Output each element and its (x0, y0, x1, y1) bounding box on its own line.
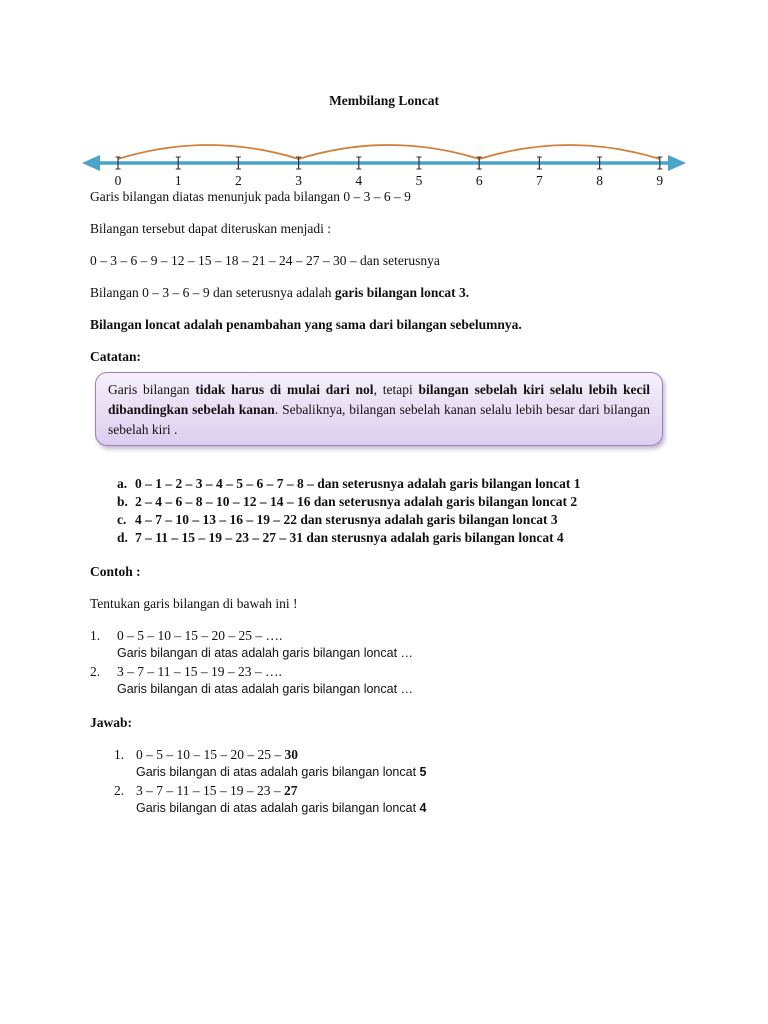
question-sequence: 0 – 5 – 10 – 15 – 20 – 25 – …. (117, 628, 283, 643)
answer-item (114, 746, 298, 763)
catatan-label: Catatan: (90, 349, 141, 364)
answer-sequence: 3 – 7 – 11 – 15 – 19 – 23 – (136, 783, 284, 798)
paragraph-5: Bilangan loncat adalah penambahan yang sama dari bilangan sebelumnya. (90, 317, 522, 332)
contoh-instruction: Tentukan garis bilangan di bawah ini ! (90, 596, 298, 611)
list-item (117, 493, 577, 511)
list-item-label: a. (117, 476, 128, 491)
left-arrow-icon (82, 155, 100, 171)
note-text-1: Garis bilangan (108, 382, 196, 397)
note-bold-1: tidak harus di mulai dari nol (195, 382, 374, 397)
contoh-label: Contoh : (90, 564, 141, 579)
list-item-text: 7 – 11 – 15 – 19 – 23 – 27 – 31 dan sterusnya adalah garis bilangan loncat 4 (135, 530, 564, 545)
answer-value: 30 (284, 747, 298, 762)
answer-number: 1. (114, 747, 125, 762)
answer-sequence: 0 – 5 – 10 – 15 – 20 – 25 – (136, 747, 285, 762)
list-item-label: d. (117, 530, 128, 545)
tick-label: 2 (235, 173, 242, 188)
paragraph-4-text: Bilangan 0 – 3 – 6 – 9 dan seterusnya adalah (90, 285, 335, 300)
question-sub: Garis bilangan di atas adalah garis bilangan loncat … (117, 682, 414, 696)
question-number: 1. (90, 628, 101, 643)
note-text-2: , tetapi (373, 382, 419, 397)
tick-label: 3 (295, 173, 302, 188)
tick-label: 6 (475, 173, 483, 188)
right-arrow-icon (668, 155, 686, 171)
note-text-3: . Sebaliknya, bilangan sebelah kanan selalu lebih besar dari bilangan sebelah kiri . (108, 402, 651, 437)
tick-label: 8 (596, 173, 603, 188)
answer-sub (136, 800, 426, 817)
paragraph-3: 0 – 3 – 6 – 9 – 12 – 15 – 18 – 21 – 24 – 27 – 30 – dan seterusnya (90, 253, 440, 268)
list-item-label: b. (117, 494, 128, 509)
tick-label: 7 (536, 173, 543, 188)
list-item (117, 529, 564, 547)
answer-item (114, 782, 298, 799)
answer-sub-value: 4 (419, 801, 427, 815)
question-sequence: 3 – 7 – 11 – 15 – 19 – 23 – …. (117, 664, 282, 679)
paragraph-1: Garis bilangan diatas menunjuk pada bilangan 0 – 3 – 6 – 9 (90, 189, 411, 204)
note-bold-2: bilangan sebelah kiri selalu lebih kecil dibandingkan sebelah kanan (108, 382, 650, 417)
question-item (90, 627, 282, 644)
question-number: 2. (90, 664, 101, 679)
list-item-text: 4 – 7 – 10 – 13 – 16 – 19 – 22 dan sterusnya adalah garis bilangan loncat 3 (135, 512, 558, 527)
number-line (80, 138, 690, 194)
tick-label: 4 (355, 173, 363, 188)
paragraph-4-bold: garis bilangan loncat 3. (334, 285, 470, 300)
tick-label: 1 (174, 173, 182, 188)
tick-label: 9 (656, 173, 664, 188)
jump-arc (479, 145, 660, 159)
list-item-text: 0 – 1 – 2 – 3 – 4 – 5 – 6 – 7 – 8 – dan seterusnya adalah garis bilangan loncat 1 (135, 476, 581, 491)
page-title: Membilang Loncat (329, 93, 439, 108)
note-box (95, 372, 663, 446)
jump-arc (299, 145, 480, 159)
answer-sub-text: Garis bilangan di atas adalah garis bilangan loncat (136, 765, 420, 779)
question-item (90, 663, 282, 680)
tick-label: 5 (415, 173, 423, 188)
list-item-label: c. (117, 512, 127, 527)
jump-arc (118, 145, 299, 159)
answer-sub (136, 764, 426, 781)
jawab-label: Jawab: (90, 715, 133, 730)
list-item (117, 511, 558, 529)
answer-sub-text: Garis bilangan di atas adalah garis bilangan loncat (136, 801, 420, 815)
list-item-text: 2 – 4 – 6 – 8 – 10 – 12 – 14 – 16 dan seterusnya adalah garis bilangan loncat 2 (135, 494, 578, 509)
answer-value: 27 (284, 783, 298, 798)
list-item (117, 475, 581, 493)
answer-number: 2. (114, 783, 125, 798)
tick-label: 0 (114, 173, 122, 188)
paragraph-4 (90, 284, 469, 301)
answer-sub-value: 5 (419, 765, 427, 779)
question-sub: Garis bilangan di atas adalah garis bilangan loncat … (117, 646, 414, 660)
paragraph-2: Bilangan tersebut dapat diteruskan menjadi : (90, 221, 332, 236)
